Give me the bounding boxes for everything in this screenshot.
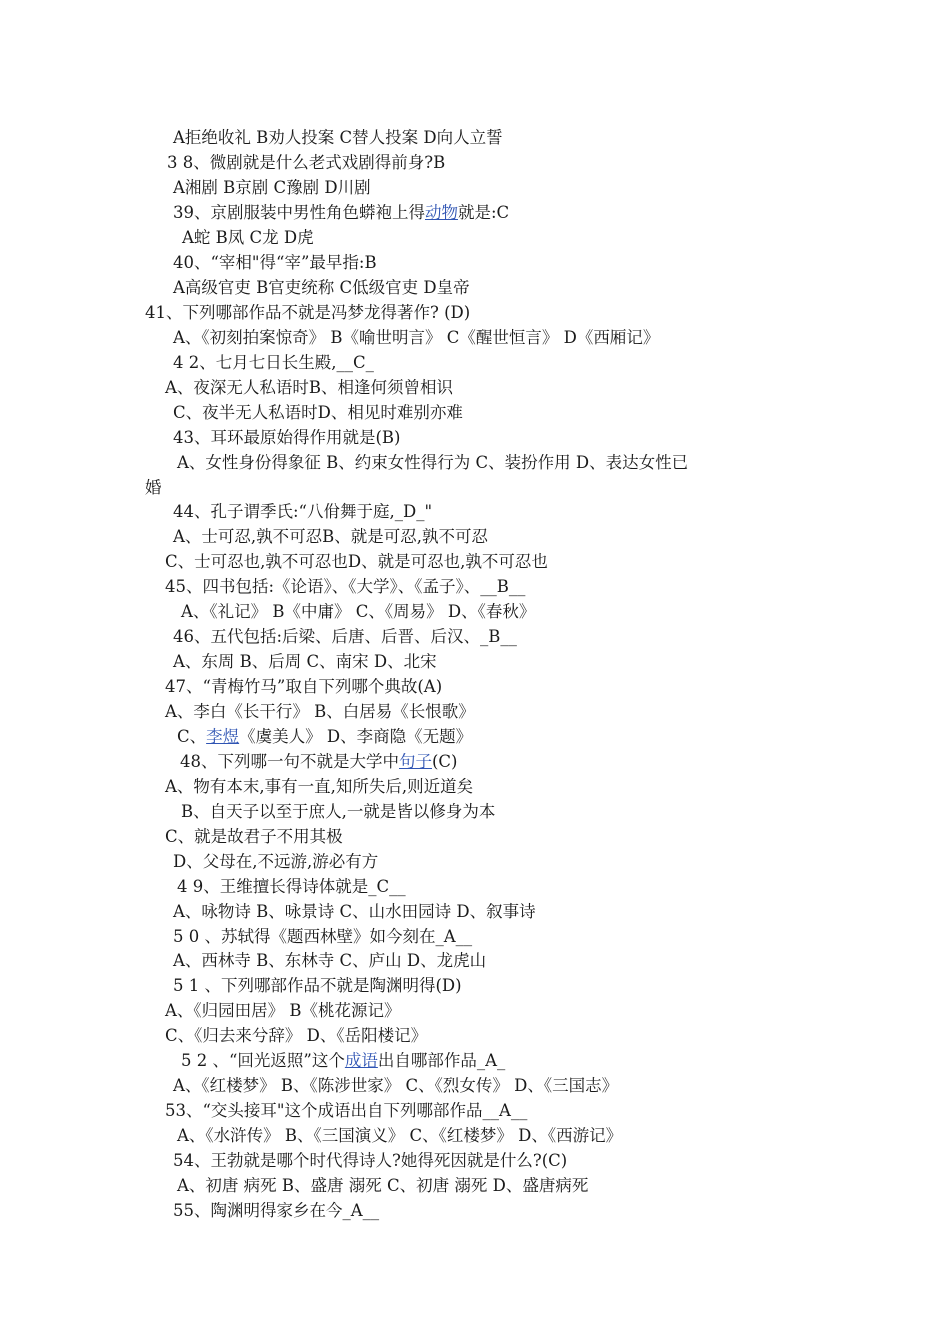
text-segment: C、	[177, 727, 207, 746]
hyperlink-juzi[interactable]: 句子	[399, 752, 432, 771]
text-segment: 《虞美人》 D、李商隐《无题》	[239, 727, 473, 746]
question-49: 4 9、王维擅长得诗体就是_C__	[177, 877, 406, 896]
hyperlink-chengyu[interactable]: 成语	[344, 1051, 378, 1070]
text-line: 婚	[145, 478, 162, 497]
text-line: A拒绝收礼 B劝人投案 C替人投案 D向人立誓	[173, 128, 503, 147]
hyperlink-liyu[interactable]: 李煜	[206, 727, 240, 746]
question-46: 46、五代包括:后梁、后唐、后晋、后汉、_B__	[173, 627, 517, 646]
text-line: A、士可忍,孰不可忍B、就是可忍,孰不可忍	[173, 527, 489, 546]
text-line: A、《礼记》 B《中庸》 C、《周易》 D、《春秋》	[181, 602, 536, 621]
question-38: 3 8、微剧就是什么老式戏剧得前身?B	[167, 153, 446, 172]
text-line: A、《归园田居》 B《桃花源记》	[165, 1001, 401, 1020]
text-line: A高级官吏 B官吏统称 C低级官吏 D皇帝	[173, 278, 470, 297]
question-43: 43、耳环最原始得作用就是(B)	[173, 428, 401, 447]
text-line: A、《初刻拍案惊奇》 B《喻世明言》 C《醒世恒言》 D《西厢记》	[173, 328, 660, 347]
question-42: 4 2、七月七日长生殿,__C_	[173, 353, 374, 372]
text-segment: 39、京剧服装中男性角色蟒袍上得	[173, 203, 425, 222]
question-52	[0, 1048, 950, 1073]
text-line: A、女性身份得象征 B、约束女性得行为 C、装扮作用 D、表达女性已	[177, 453, 689, 472]
question-51: 5 1 、下列哪部作品不就是陶渊明得(D)	[173, 976, 462, 995]
question-47: 47、“青梅竹马”取自下列哪个典故(A)	[165, 677, 443, 696]
text-line: A、初唐 病死 B、盛唐 溺死 C、初唐 溺死 D、盛唐病死	[177, 1176, 589, 1195]
text-line: C、《归去来兮辞》 D、《岳阳楼记》	[165, 1026, 428, 1045]
text-line	[0, 724, 950, 749]
text-line: A、李白《长干行》 B、白居易《长恨歌》	[165, 702, 475, 721]
text-line: C、士可忍也,孰不可忍也D、就是可忍也,孰不可忍也	[165, 552, 548, 571]
text-segment: (C)	[432, 752, 458, 771]
text-line: A蛇 B凤 C龙 D虎	[182, 228, 314, 247]
question-54: 54、王勃就是哪个时代得诗人?她得死因就是什么?(C)	[173, 1151, 568, 1170]
question-53: 53、“交头接耳"这个成语出自下列哪部作品__A__	[165, 1101, 528, 1120]
question-50: 5 0 、苏轼得《题西林壁》如今刻在_A__	[173, 927, 473, 946]
text-segment: 就是:C	[458, 203, 510, 222]
text-segment: 48、下列哪一句不就是大学中	[180, 752, 399, 771]
text-line: A、夜深无人私语时B、相逢何须曾相识	[165, 378, 454, 397]
text-line: C、夜半无人私语时D、相见时难别亦难	[173, 403, 463, 422]
question-44: 44、孔子谓季氏:“八佾舞于庭,_D_"	[173, 502, 433, 521]
text-line: C、就是故君子不用其极	[165, 827, 343, 846]
text-line: A、《红楼梦》 B、《陈涉世家》 C、《烈女传》 D、《三国志》	[173, 1076, 619, 1095]
text-line: A、咏物诗 B、咏景诗 C、山水田园诗 D、叙事诗	[173, 902, 536, 921]
text-line: A、《水浒传》 B、《三国演义》 C、《红楼梦》 D、《西游记》	[177, 1126, 623, 1145]
text-line: A、西林寺 B、东林寺 C、庐山 D、龙虎山	[173, 951, 487, 970]
text-line: A、东周 B、后周 C、南宋 D、北宋	[173, 652, 437, 671]
text-line: A湘剧 B京剧 C豫剧 D川剧	[173, 178, 371, 197]
question-39	[0, 200, 950, 225]
question-55: 55、陶渊明得家乡在今_A__	[173, 1201, 380, 1220]
question-40: 40、“宰相"得“宰”最早指:B	[173, 253, 377, 272]
text-line: D、父母在,不远游,游必有方	[173, 852, 379, 871]
hyperlink-dongwu[interactable]: 动物	[425, 203, 458, 222]
question-45: 45、四书包括:《论语》、《大学》、《孟子》、__B__	[165, 577, 526, 596]
question-48	[0, 749, 950, 774]
text-line: A、物有本末,事有一直,知所失后,则近道矣	[165, 777, 474, 796]
question-41: 41、下列哪部作品不就是冯梦龙得著作? (D)	[145, 303, 471, 322]
text-segment: 出自哪部作品_A_	[377, 1051, 506, 1070]
text-line: B、自天子以至于庶人,一就是皆以修身为本	[181, 802, 496, 821]
text-segment: 5 2 、“回光返照”这个	[181, 1051, 345, 1070]
